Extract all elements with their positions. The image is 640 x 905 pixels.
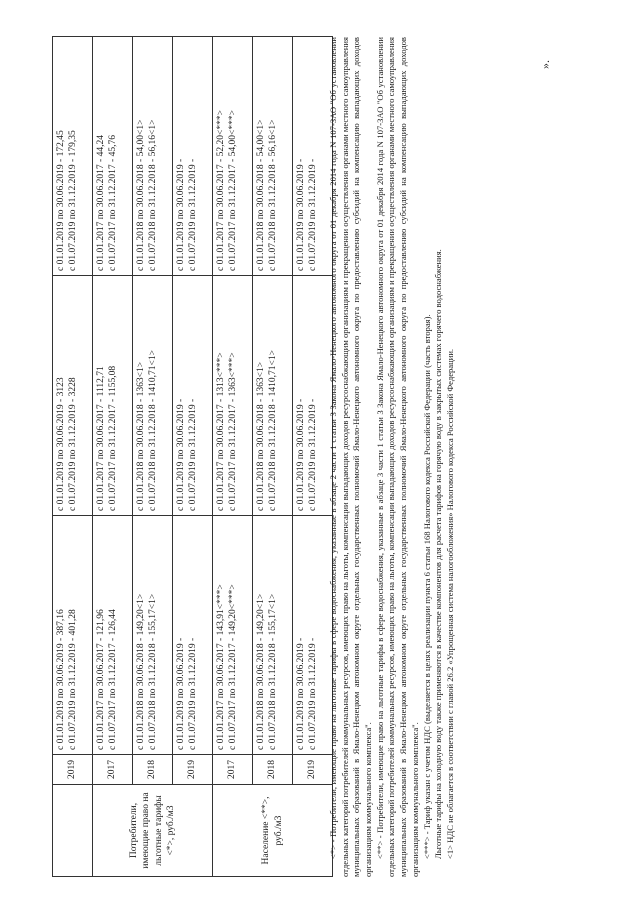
year-cell: 2018 bbox=[253, 755, 293, 785]
table-row bbox=[173, 37, 213, 877]
table-row bbox=[213, 37, 253, 877]
tariff-cell: с 01.01.2019 по 30.06.2019 - с 01.07.2019 по 31.12.2019 - bbox=[173, 37, 213, 276]
tariff-cell: с 01.01.2018 по 30.06.2018 - 54,00<1> с 01.07.2018 по 31.12.2018 - 56,16<1> bbox=[133, 37, 173, 276]
year-cell: 2017 bbox=[93, 755, 133, 785]
category-cell: Население <**>, руб./м3 bbox=[213, 785, 333, 877]
tariff-cell: с 01.01.2018 по 30.06.2018 - 1363<1> с 01.07.2018 по 31.12.2018 - 1410,71<1> bbox=[253, 276, 293, 516]
table-row bbox=[53, 37, 93, 877]
table-row bbox=[133, 37, 173, 877]
footnote-tax-exempt: <1> НДС не облагается в соответствии с главой 26.2 «Упрощенная система налогообложения» Налогового кодекса Российской Федерации. bbox=[444, 348, 455, 859]
year-cell: 2019 bbox=[173, 755, 213, 785]
table-row bbox=[293, 37, 333, 877]
tariff-cell: с 01.01.2017 по 30.06.2017 - 121,96 с 01.07.2017 по 31.12.2017 - 126,44 bbox=[93, 516, 133, 755]
tariff-cell: с 01.01.2019 по 30.06.2019 - с 01.07.2019 по 31.12.2019 - bbox=[293, 516, 333, 755]
tariff-cell: с 01.01.2019 по 30.06.2019 - 387,16 с 01.07.2019 по 31.12.2019 - 401,28 bbox=[53, 516, 93, 755]
tariff-table bbox=[52, 36, 333, 877]
tariff-cell: с 01.01.2017 по 30.06.2017 - 52,20<***> с 01.07.2017 по 31.12.2017 - 54,00<***> bbox=[213, 37, 253, 276]
category-cell bbox=[53, 785, 93, 877]
tariff-cell: с 01.01.2019 по 30.06.2019 - с 01.07.2019 по 31.12.2019 - bbox=[293, 37, 333, 276]
tariff-cell: с 01.01.2017 по 30.06.2017 - 1313<***> с 01.07.2017 по 31.12.2017 - 1363<***> bbox=[213, 276, 253, 516]
table-row bbox=[253, 37, 293, 877]
tariff-cell: с 01.01.2019 по 30.06.2019 - с 01.07.2019 по 31.12.2019 - bbox=[173, 516, 213, 755]
year-cell: 2018 bbox=[133, 755, 173, 785]
tariff-cell: с 01.01.2019 по 30.06.2019 - с 01.07.2019 по 31.12.2019 - bbox=[173, 276, 213, 516]
tariff-cell: с 01.01.2019 по 30.06.2019 - с 01.07.2019 по 31.12.2019 - bbox=[293, 276, 333, 516]
tariff-cell: с 01.01.2017 по 30.06.2017 - 44,24 с 01.07.2017 по 31.12.2017 - 45,76 bbox=[93, 37, 133, 276]
year-cell: 2017 bbox=[213, 755, 253, 785]
tariff-cell: с 01.01.2018 по 30.06.2018 - 1363<1> с 01.07.2018 по 31.12.2018 - 1410,71<1> bbox=[133, 276, 173, 516]
tariff-cell: с 01.01.2019 по 30.06.2019 - 172,45 с 01.07.2019 по 31.12.2019 - 179,35 bbox=[53, 37, 93, 276]
year-cell: 2019 bbox=[293, 755, 333, 785]
category-cell: Потребители, имеющие право на льготные тарифы <*>, руб./м3 bbox=[93, 785, 213, 877]
tariff-cell: с 01.01.2018 по 30.06.2018 - 149,20<1> с 01.07.2018 по 31.12.2018 - 155,17<1> bbox=[253, 516, 293, 755]
tariff-cell: с 01.01.2017 по 30.06.2017 - 1112,71 с 01.07.2017 по 31.12.2017 - 1155,08 bbox=[93, 276, 133, 516]
tariff-cell: с 01.01.2017 по 30.06.2017 - 143,91<***> с 01.07.2017 по 31.12.2017 - 149,20<***> bbox=[213, 516, 253, 755]
footnote-beneficiaries: <*> - Потребители, имеющие право на льготные тарифы в сфере водоснабжения, указанные в абзаце 2 части 1 статьи 3 Закона Ямало-Ненецкого автономного округа от 01 декабря 2014 года N 107-ЗАО "Об установлении отдельных категорий потребителей коммунальных ресурсов, имеющих право на льготы, компенсации выпадающих доходов ресурсоснабжающим организациям и прекращении осуществления органами местного самоуправления муниципальных образований в Ямало-Ненецком автономном округе отдельных государственных полномочий Ямало-Ненецкого автономного округа по предоставлению субсидий на компенсацию выпадающих доходов организациям коммунального комплекса". bbox=[328, 37, 374, 877]
tariff-cell: с 01.01.2018 по 30.06.2018 - 54,00<1> с 01.07.2018 по 31.12.2018 - 56,16<1> bbox=[253, 37, 293, 276]
footnotes bbox=[328, 37, 457, 877]
closing-quote: ». bbox=[538, 60, 552, 69]
tariff-cell: с 01.01.2019 по 30.06.2019 - 3123 с 01.07.2019 по 31.12.2019 - 3228 bbox=[53, 276, 93, 516]
table-row bbox=[93, 37, 133, 877]
tariff-cell: с 01.01.2018 по 30.06.2018 - 149,20<1> с 01.07.2018 по 31.12.2018 - 155,17<1> bbox=[133, 516, 173, 755]
footnote-hot-water: Льготные тарифы на холодную воду также применяются в качестве компонентов для расчета тарифов на горячую воду в закрытых системах горячего водоснабжения. bbox=[433, 249, 444, 859]
year-cell: 2019 bbox=[53, 755, 93, 785]
footnote-population: <**> - Потребители, имеющие право на льготные тарифы в сфере водоснабжения, указанные в абзаце 3 части 1 статьи 3 Закона Ямало-Ненецкого автономного округа от 01 декабря 2014 года N 107-ЗАО "Об установлении отдельных категорий потребителей коммунальных ресурсов, имеющих право на льготы, компенсации выпадающих доходов ресурсоснабжающим организациям и прекращении осуществления органами местного самоуправления муниципальных образований в Ямало-Ненецком автономном округе отдельных государственных полномочий Ямало-Ненецкого автономного округа по предоставлению субсидий на компенсацию выпадающих доходов организациям коммунального комплекса". bbox=[374, 37, 420, 877]
footnote-vat: <***> - Тариф указан с учетом НДС (выделяется в целях реализации пункта 6 статьи 168 Налогового кодекса Российской Федерации (часть вторая). bbox=[421, 314, 432, 859]
